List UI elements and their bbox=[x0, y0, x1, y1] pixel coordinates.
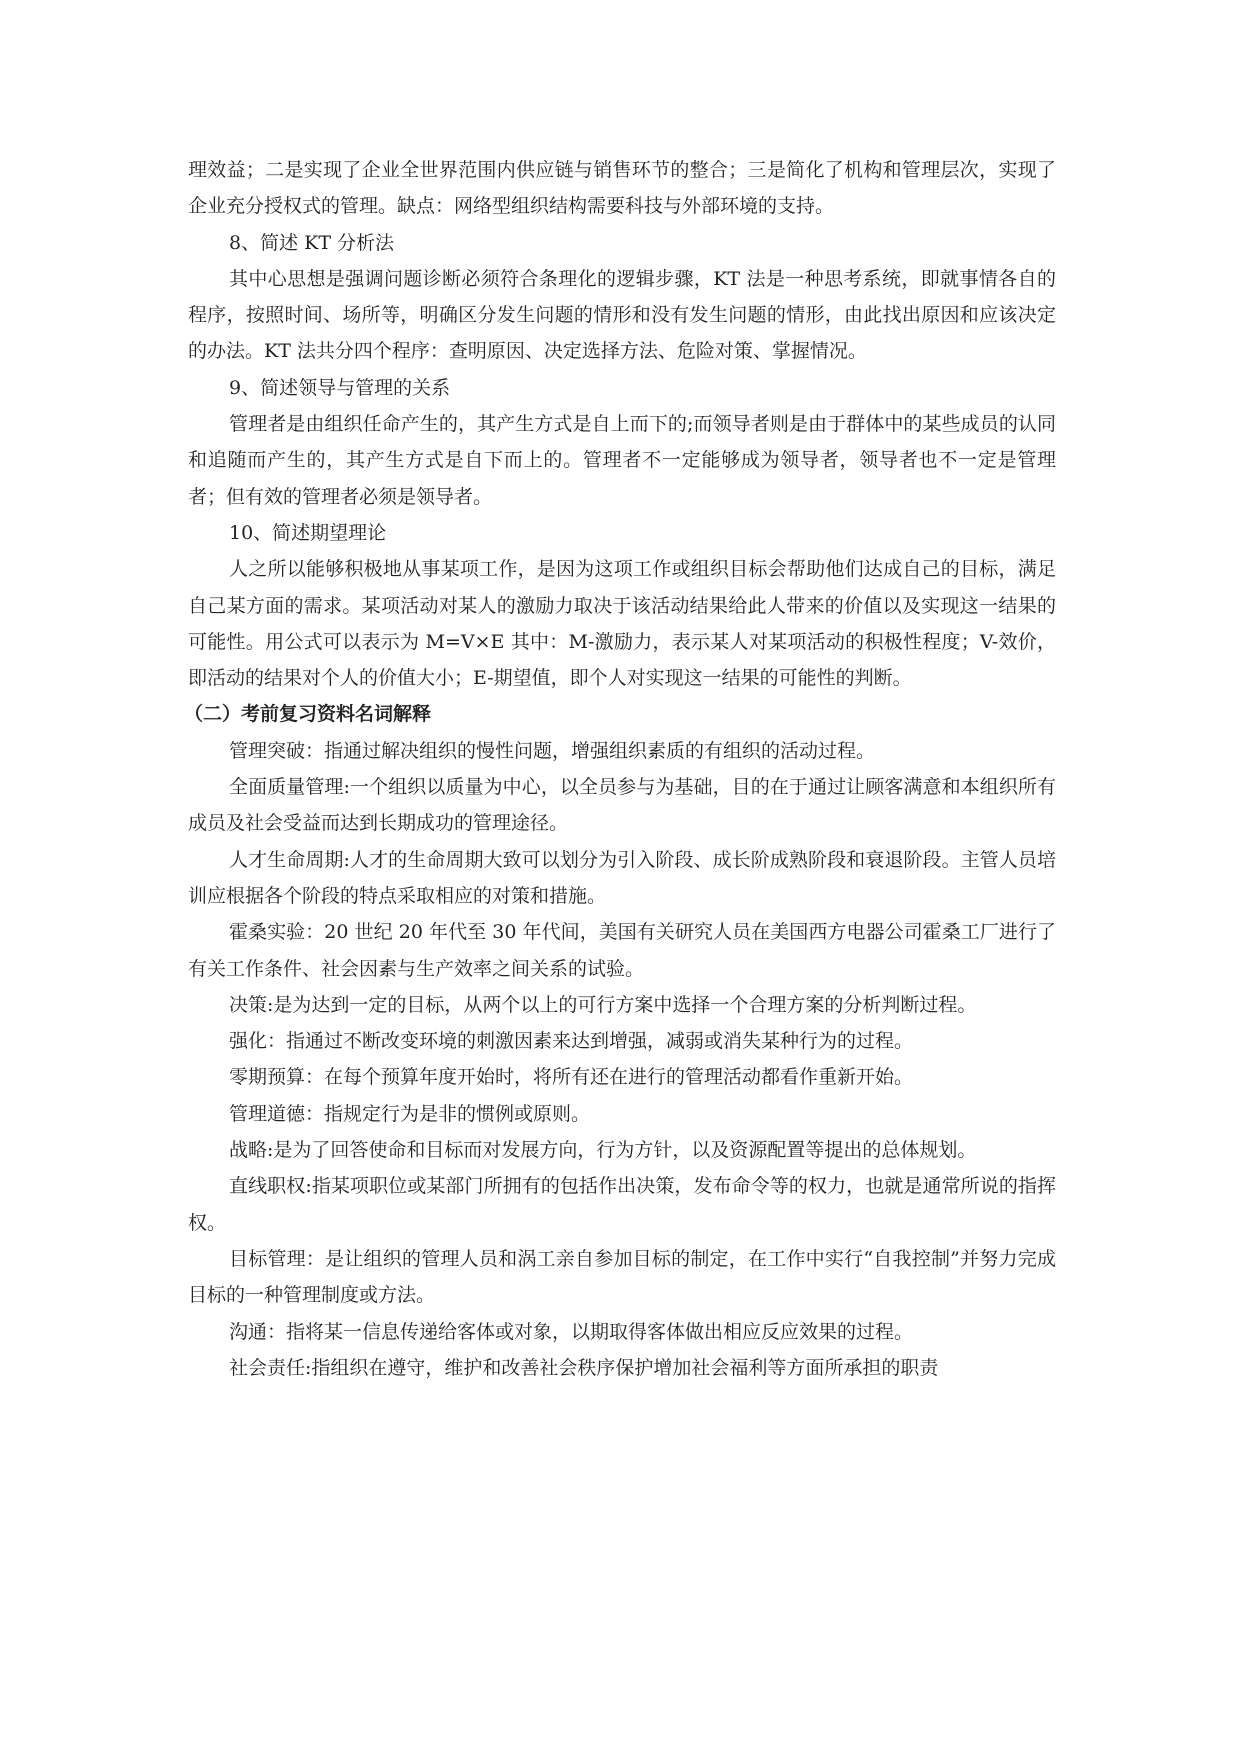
term-social-responsibility: 社会责任:指组织在遵守，维护和改善社会秩序保护增加社会福利等方面所承担的职责 bbox=[229, 1356, 939, 1379]
term-decision: 决策:是为达到一定的目标，从两个以上的可行方案中选择一个合理方案的分析判断过程。 bbox=[229, 993, 977, 1016]
term-management-by-objectives: 目标管理：是让组织的管理人员和涡工亲自参加目标的制定，在工作中实行“自我控制”并努力完成目标的一种管理制度或方法。 bbox=[188, 1247, 1056, 1307]
term-communication: 沟通：指将某一信息传递给客体或对象，以期取得客体做出相应反应效果的过程。 bbox=[229, 1320, 914, 1343]
paragraph-kt-analysis: 其中心思想是强调问题诊断必须符合条理化的逻辑步骤，KT 法是一种思考系统，即就事情各自的程序，按照时间、场所等，明确区分发生问题的情形和没有发生问题的情形，由此找出原因和应该决定的办法。KT 法共分四个程序：查明原因、决定选择方法、危险对策、掌握情况。 bbox=[188, 267, 1056, 363]
paragraph-leadership-management: 管理者是由组织任命产生的，其产生方式是自上而下的;而领导者则是由于群体中的某些成员的认同和追随而产生的，其产生方式是自下而上的。管理者不一定能够成为领导者，领导者也不一定是管理者；但有效的管理者必须是领导者。 bbox=[188, 413, 1056, 508]
term-total-quality-management: 全面质量管理:一个组织以质量为中心，以全员参与为基础，目的在于通过让顾客满意和本组织所有成员及社会受益而达到长期成功的管理途径。 bbox=[188, 776, 1056, 835]
term-hawthorne-experiment: 霍桑实验：20 世纪 20 年代至 30 年代间，美国有关研究人员在美国西方电器公司霍桑工厂进行了有关工作条件、社会因素与生产效率之间关系的试验。 bbox=[188, 921, 1056, 980]
term-reinforcement: 强化：指通过不断改变环境的刺激因素来达到增强，减弱或消失某种行为的过程。 bbox=[229, 1030, 914, 1053]
term-zero-based-budget: 零期预算：在每个预算年度开始时，将所有还在进行的管理活动都看作重新开始。 bbox=[229, 1066, 914, 1089]
term-line-authority: 直线职权:指某项职位或某部门所拥有的包括作出决策，发布命令等的权力，也就是通常所说的指挥权。 bbox=[188, 1175, 1056, 1234]
question-heading-8: 8、简述 KT 分析法 bbox=[229, 231, 395, 254]
term-talent-life-cycle: 人才生命周期:人才的生命周期大致可以划分为引入阶段、成长阶成熟阶段和衰退阶段。主管人员培训应根据各个阶段的特点采取相应的对策和措施。 bbox=[188, 848, 1056, 907]
paragraph-expectancy-theory: 人之所以能够积极地从事某项工作，是因为这项工作或组织目标会帮助他们达成自己的目标，满足自己某方面的需求。某项活动对某人的激励力取决于该活动结果给此人带来的价值以及实现这一结果的可能性。用公式可以表示为 M=V×E 其中：M-激励力，表示某人对某项活动的积极性程度；V-效价，即活动的结果对个人的价值大小；E-期望值，即个人对实现这一结果的可能性的判断。 bbox=[188, 558, 1056, 690]
term-management-breakthrough: 管理突破：指通过解决组织的慢性问题，增强组织素质的有组织的活动过程。 bbox=[229, 739, 876, 762]
term-management-ethics: 管理道德：指规定行为是非的惯例或原则。 bbox=[229, 1102, 591, 1125]
term-strategy: 战略:是为了回答使命和目标而对发展方向，行为方针，以及资源配置等提出的总体规划。 bbox=[229, 1139, 977, 1162]
question-heading-9: 9、简述领导与管理的关系 bbox=[229, 376, 451, 399]
document-body bbox=[184, 152, 1056, 1386]
question-heading-10: 10、简述期望理论 bbox=[229, 521, 387, 544]
section-heading-terms: （二）考前复习资料名词解释 bbox=[184, 703, 432, 726]
paragraph-continuation: 理效益；二是实现了企业全世界范围内供应链与销售环节的整合；三是简化了机构和管理层次，实现了企业充分授权式的管理。缺点：网络型组织结构需要科技与外部环境的支持。 bbox=[188, 159, 1056, 218]
